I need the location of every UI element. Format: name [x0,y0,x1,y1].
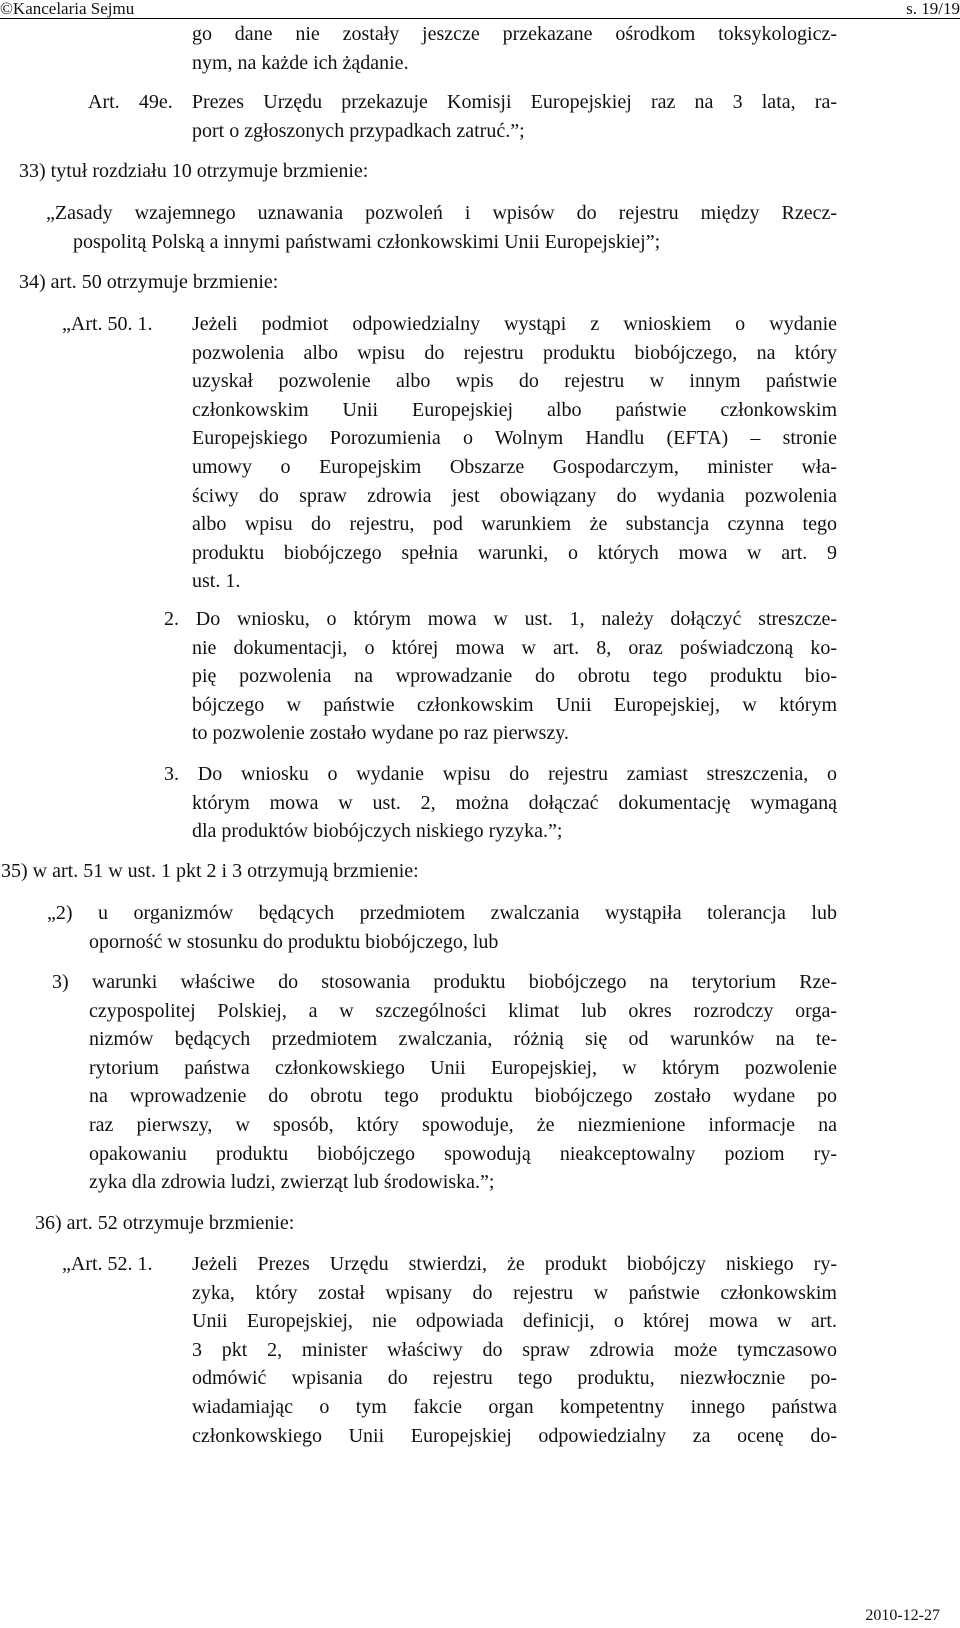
text-line: rytorium państwa członkowskiego Unii Europejskiej, w którym pozwolenie [89,1056,837,1079]
article-52-paragraph-1 [192,1250,837,1450]
header-page-number: s. 19/19 [906,0,960,18]
text-line: nym, na każde ich żądanie. [192,51,409,74]
article-50-heading [62,310,192,339]
text-line: Unii Europejskiej, nie odpowiada definicji, o której mowa w art. [192,1310,837,1333]
text-line: zyka, który został wpisany do rejestru w państwie członkowskim [192,1281,837,1304]
article-50-paragraph-3 [164,760,837,846]
footer-date: 2010-12-27 [865,1607,940,1624]
point-2-quote [47,899,837,956]
text-line: nie dokumentacji, o której mowa w art. 8, oraz poświadczoną ko- [192,636,837,659]
text-line: umowy o Europejskim Obszarze Gospodarczym, minister wła- [192,455,837,478]
article-50-paragraph-1 [192,310,837,596]
text-line: wiadamiając o tym fakcie organ kompetentny innego państwa [192,1395,837,1418]
text-line: oporność w stosunku do produktu biobójczego, lub [89,930,499,953]
text-line: Jeżeli Prezes Urzędu stwierdzi, że produkt biobójczy niskiego ry- [192,1253,837,1275]
text-line: ściwy do spraw zdrowia jest obowiązany do wydania pozwolenia [192,484,837,507]
text-line: członkowskim Unii Europejskiej albo państwie członkowskim [192,398,837,421]
text-line: pospolitą Polską a innymi państwami członkowskimi Unii Europejskiej”; [73,230,661,253]
item-36 [35,1209,835,1238]
text-line: raz pierwszy, w sposób, który spowoduje, że niezmienione informacje na [89,1113,837,1136]
text-line: uzyskał pozwolenie albo wpis do rejestru w innym państwie [192,370,837,393]
text-line: członkowskiego Unii Europejskiej odpowiedzialny za ocenę do- [192,1424,837,1447]
text-line: 35) w art. 51 w ust. 1 pkt 2 i 3 otrzymują brzmienie: [1,860,419,882]
text-line: bójczego w państwie członkowskim Unii Europejskiej, w którym [192,693,837,716]
paragraph-continuation [192,20,837,77]
header-divider [0,18,960,19]
text-line: ust. 1. [192,570,241,593]
text-line: którym mowa w ust. 2, można dołączać dokumentację wymaganą [192,791,837,814]
text-line: „2) u organizmów będących przedmiotem zwalczania wystąpiła tolerancja lub [47,902,837,924]
text-line: to pozwolenie zostało wydane po raz pierwszy. [192,722,569,745]
text-line: na wprowadzenie do obrotu tego produktu biobójczego zostało wydane po [89,1085,837,1108]
point-3-quote [52,968,837,1197]
item-33 [19,157,819,186]
page-header [0,0,960,20]
text-line: port o zgłoszonych przypadkach zatruć.”; [192,119,525,142]
text-line: opakowaniu produktu biobójczego spowodują nieakceptowalny poziom ry- [89,1142,837,1165]
text-line: produktu biobójczego spełnia warunki, o których mowa w art. 9 [192,541,837,564]
text-line: „Zasady wzajemnego uznawania pozwoleń i wpisów do rejestru między Rzecz- [46,202,837,224]
text-line: albo wpisu do rejestru, pod warunkiem że substancja czynna tego [192,513,837,536]
text-line: pozwolenia albo wpisu do rejestru produktu biobójczego, na który [192,341,837,364]
text-line: nizmów będących przedmiotem zwalczania, różnią się od warunków na te- [89,1028,837,1051]
text-line: 34) art. 50 otrzymuje brzmienie: [19,271,279,293]
text-line: 3) warunki właściwe do stosowania produktu biobójczego na terytorium Rze- [52,971,837,993]
text-line: dla produktów biobójczych niskiego ryzyka.”; [192,820,563,843]
article-50-paragraph-2 [164,605,837,748]
text-line: 2. Do wniosku, o którym mowa w ust. 1, należy dołączyć streszcze- [164,608,837,630]
text-line: 3 pkt 2, minister właściwy do spraw zdrowia może tymczasowo [192,1338,837,1361]
article-52-heading [62,1250,192,1279]
text-line: czypospolitej Polskiej, a w szczególności klimat lub okres rozrodczy orga- [89,999,837,1022]
text-line: odmówić wpisania do rejestru tego produktu, niezwłocznie po- [192,1367,837,1390]
item-34 [19,268,819,297]
text-line: 33) tytuł rozdziału 10 otrzymuje brzmienie: [19,160,369,182]
item-35 [1,857,801,886]
text-line: „Art. 50. 1. [62,313,153,335]
text-line: 36) art. 52 otrzymuje brzmienie: [35,1212,295,1234]
text-line: pię pozwolenia na wprowadzanie do obrotu tego produktu bio- [192,665,837,688]
text-line: zyka dla zdrowia ludzi, zwierząt lub środowiska.”; [89,1171,495,1194]
paragraph-art-49e [88,88,837,145]
text-line: Jeżeli podmiot odpowiedzialny wystąpi z wnioskiem o wydanie [192,313,837,335]
text-line: Art. 49e. Prezes Urzędu przekazuje Komisji Europejskiej raz na 3 lata, ra- [88,91,837,113]
text-line: go dane nie zostały jeszcze przekazane ośrodkom toksykologicz- [192,23,837,45]
header-copyright: ©Kancelaria Sejmu [0,0,135,18]
text-line: Europejskiego Porozumienia o Wolnym Handlu (EFTA) – stronie [192,427,837,450]
text-line: „Art. 52. 1. [62,1253,153,1275]
text-line: 3. Do wniosku o wydanie wpisu do rejestru zamiast streszczenia, o [164,763,837,785]
chapter-title-quote [46,199,837,256]
